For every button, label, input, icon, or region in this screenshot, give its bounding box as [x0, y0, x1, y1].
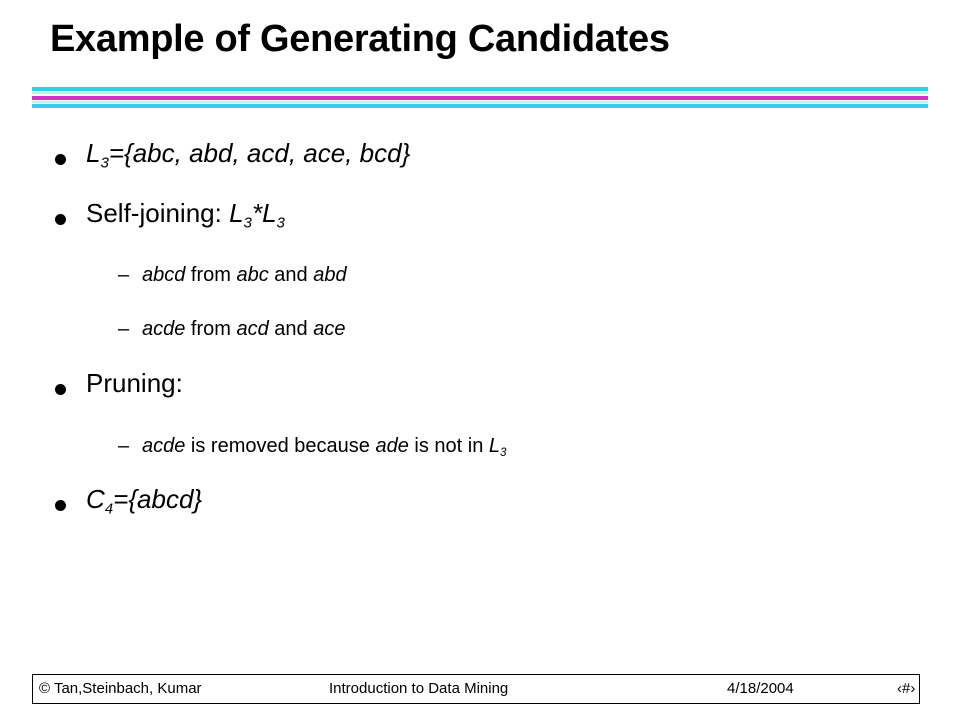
- prune-l: L: [488, 435, 501, 457]
- prune-text-1: is removed because: [185, 435, 376, 457]
- join2-item: acde: [142, 318, 186, 340]
- dash-marker: –: [118, 318, 130, 340]
- slide-title: Example of Generating Candidates: [50, 18, 670, 60]
- c4-letter: C: [86, 484, 105, 514]
- divider-bar-cyan-top: [32, 87, 928, 91]
- sub-bullet-abcd: [118, 264, 347, 287]
- c4-subscript: 4: [104, 500, 114, 518]
- bullet-pruning: [86, 368, 183, 399]
- bullet-c4: [86, 484, 202, 517]
- l3-subscript: 3: [100, 154, 109, 172]
- divider-bar-cyan-bottom: [32, 104, 928, 108]
- join2-y: ace: [313, 318, 346, 340]
- join1-from: from: [185, 264, 237, 286]
- slide-footer: [32, 674, 920, 704]
- l3-letter: L: [86, 138, 101, 168]
- self-join-right-sub: 3: [276, 214, 285, 232]
- self-join-left-sub: 3: [243, 214, 252, 232]
- sub-bullet-prune: [118, 435, 506, 459]
- footer-page-number: ‹#›: [897, 680, 916, 697]
- self-join-left: L: [229, 198, 244, 228]
- footer-course: Introduction to Data Mining: [329, 680, 509, 697]
- self-join-right: L: [262, 198, 277, 228]
- bullet-dot-icon: [55, 214, 66, 225]
- dash-marker: –: [118, 264, 130, 286]
- self-join-operator: *: [251, 198, 263, 228]
- footer-copyright: © Tan,Steinbach, Kumar: [39, 680, 202, 697]
- prune-text-2: is not in: [408, 435, 489, 457]
- dash-marker: –: [118, 435, 130, 457]
- sub-bullet-acde: [118, 318, 345, 341]
- join2-and: and: [268, 318, 314, 340]
- divider-bar-light-2: [32, 101, 928, 103]
- divider-bar-magenta: [32, 96, 928, 100]
- prune-subset: ade: [375, 435, 409, 457]
- join1-and: and: [268, 264, 314, 286]
- join1-item: abcd: [142, 264, 186, 286]
- pruning-label: Pruning:: [86, 368, 183, 398]
- self-joining-label: Self-joining:: [86, 198, 230, 228]
- prune-l-sub: 3: [500, 446, 507, 460]
- prune-item: acde: [142, 435, 186, 457]
- join1-x: abc: [236, 264, 269, 286]
- l3-set: ={abc, abd, acd, ace, bcd}: [108, 138, 411, 168]
- bullet-self-joining: [86, 198, 285, 231]
- c4-set: ={abcd}: [113, 484, 203, 514]
- divider-bar-light-1: [32, 92, 928, 94]
- join2-x: acd: [236, 318, 269, 340]
- bullet-dot-icon: [55, 384, 66, 395]
- footer-date: 4/18/2004: [727, 680, 794, 697]
- bullet-l3: [86, 138, 410, 171]
- join1-y: abd: [313, 264, 347, 286]
- bullet-dot-icon: [55, 500, 66, 511]
- bullet-dot-icon: [55, 154, 66, 165]
- join2-from: from: [185, 318, 237, 340]
